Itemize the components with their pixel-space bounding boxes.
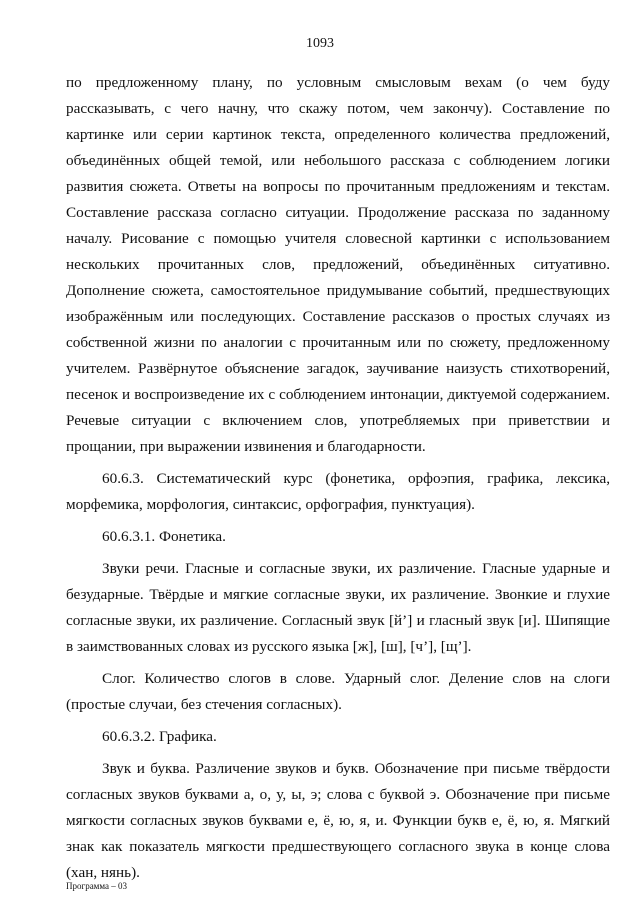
section-heading-graphics: 60.6.3.2. Графика. bbox=[102, 728, 217, 745]
section-heading-systematic-course: 60.6.3. Систематический курс (фонетика, орфоэпия, графика, лексика, морфемика, морфология, синтаксис, орфография, пунктуация). bbox=[66, 470, 610, 513]
page-number: 1093 bbox=[306, 36, 334, 51]
paragraph-syllable: Слог. Количество слогов в слове. Ударный слог. Деление слов на слоги (простые случаи, без стечения согласных). bbox=[66, 670, 610, 713]
footer-program-label: Программа – 03 bbox=[66, 881, 128, 891]
section-heading-phonetics: 60.6.3.1. Фонетика. bbox=[102, 528, 226, 545]
document-body bbox=[66, 70, 610, 892]
paragraph-continuation: по предложенному плану, по условным смысловым вехам (о чем буду рассказывать, с чего начну, что скажу потом, чем закончу). Составление по картинке или серии картинок текста, определенного количества предложений, объединённых общей темой, или небольшого рассказа с соблюдением логики развития сюжета. Ответы на вопросы по прочитанным предложениям и текстам. Составление рассказа согласно ситуации. Продолжение рассказа по заданному началу. Рисование с помощью учителя словесной картинки с использованием нескольких прочитанных слов, предложений, объединённых ситуативно. Дополнение сюжета, самостоятельное придумывание событий, предшествующих изображённым или последующих. Составление рассказов о простых случаях из собственной жизни по аналогии с прочитанным или по сюжету, предложенному учителем. Развёрнутое объяснение загадок, заучивание наизусть стихотворений, песенок и воспроизведение их с соблюдением интонации, диктуемой содержанием. Речевые ситуации с включением слов, употребляемых при приветствии и прощании, при выражении извинения и благодарности. bbox=[66, 74, 610, 455]
paragraph-sound-and-letter: Звук и буква. Различение звуков и букв. Обозначение при письме твёрдости согласных звуков буквами а, о, у, ы, э; слова с буквой э. Обозначение при письме мягкости согласных звуков буквами е, ё, ю, я, и. Функции букв е, ё, ю, я. Мягкий знак как показатель мягкости предшествующего согласного звука в конце слова (хан, нянь). bbox=[66, 760, 610, 881]
paragraph-speech-sounds: Звуки речи. Гласные и согласные звуки, их различение. Гласные ударные и безударные. Твёрдые и мягкие согласные звуки, их различение. Звонкие и глухие согласные звуки, их различение. Согласный звук [й’] и гласный звук [и]. Шипящие в заимствованных словах из русского языка [ж], [ш], [ч’], [щ’]. bbox=[66, 560, 610, 655]
